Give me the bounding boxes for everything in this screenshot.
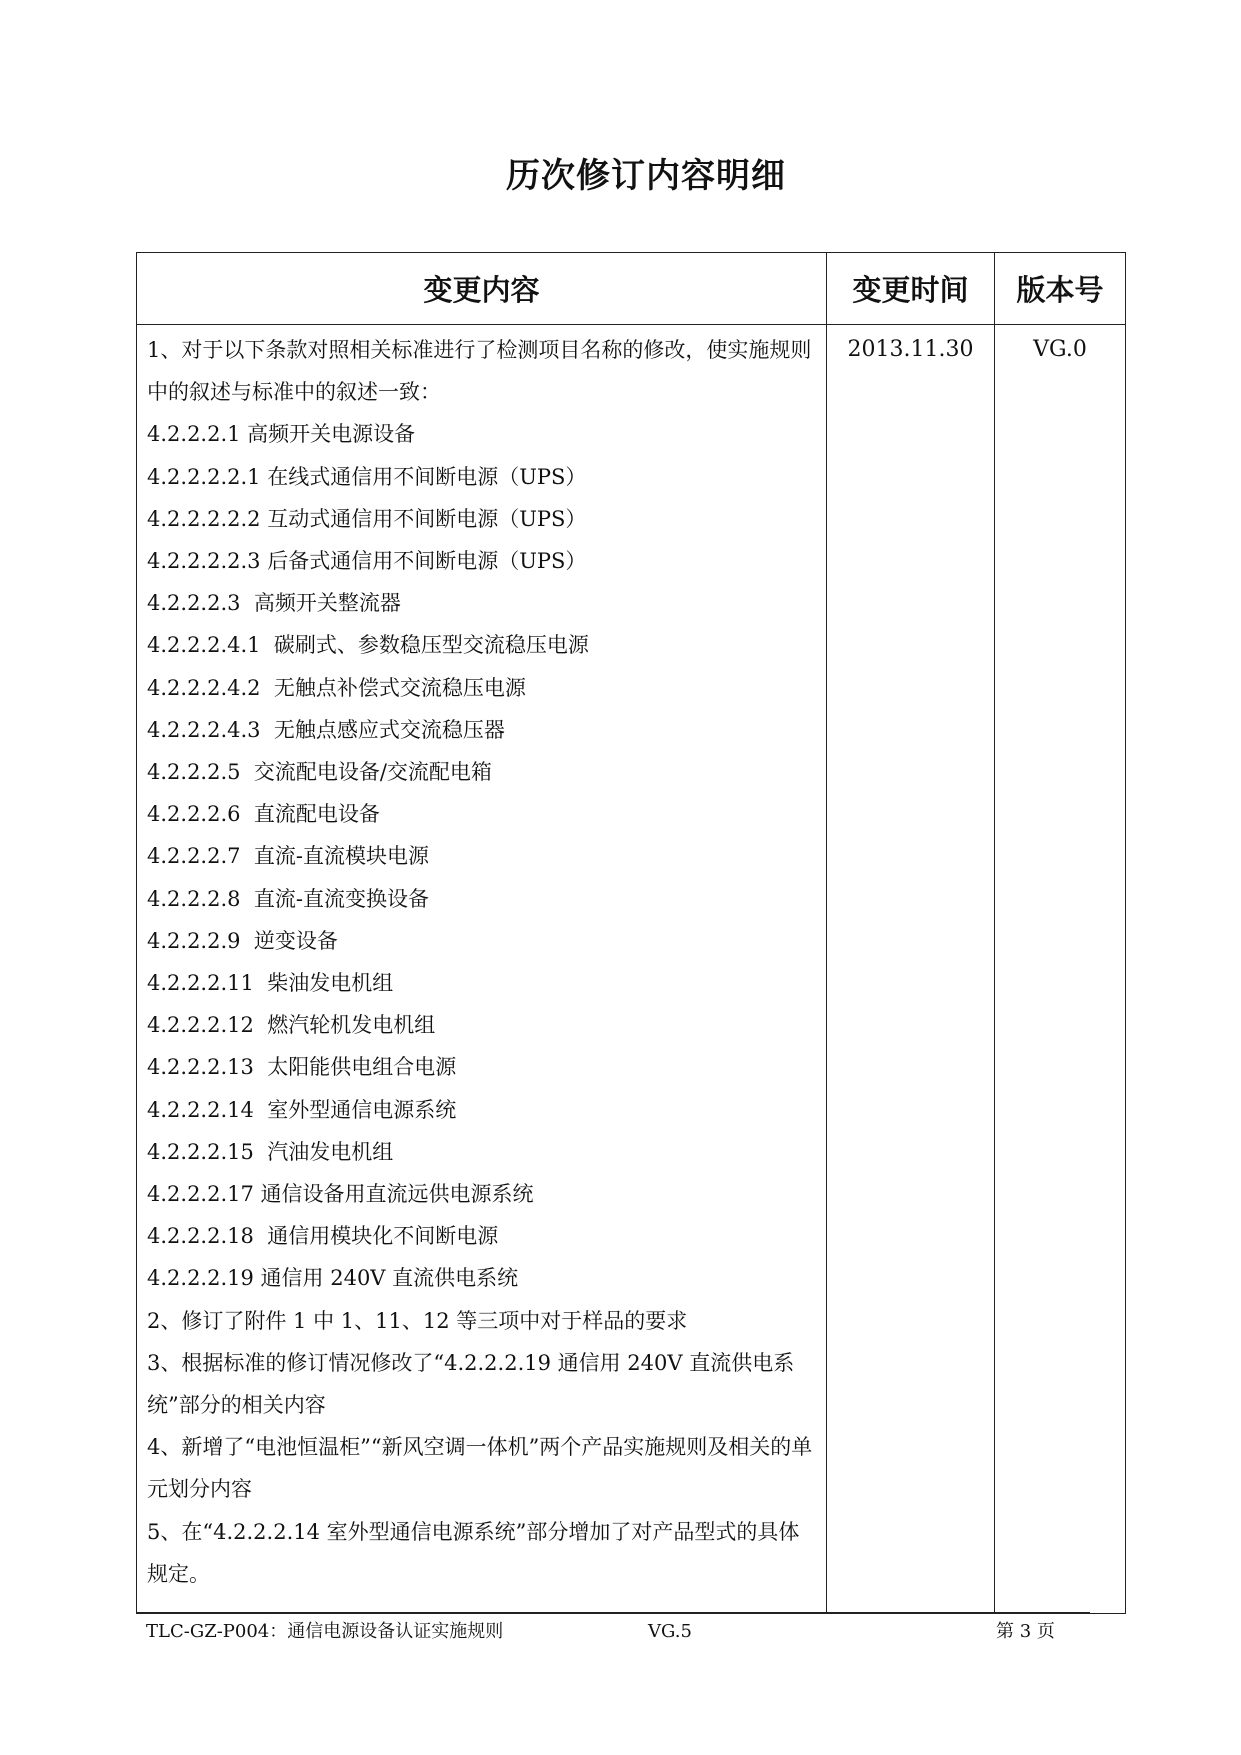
clause-item: 4.2.2.2.5 交流配电设备/交流配电箱 [147, 760, 492, 785]
clause-item: 4.2.2.2.13 太阳能供电组合电源 [147, 1055, 457, 1080]
revision-table [136, 252, 1126, 1614]
clause-item: 4.2.2.2.19 通信用 240V 直流供电系统 [147, 1266, 519, 1291]
clause-item: 4.2.2.2.17 通信设备用直流远供电源系统 [147, 1182, 534, 1207]
clause-item: 4.2.2.2.2.2 互动式通信用不间断电源（UPS） [147, 506, 587, 531]
clause-item: 4.2.2.2.18 通信用模块化不间断电源 [147, 1224, 499, 1249]
change-item: 5、在“4.2.2.2.14 室外型通信电源系统”部分增加了对产品型式的具体规定。 [147, 1519, 800, 1586]
clause-item: 4.2.2.2.4.3 无触点感应式交流稳压器 [147, 717, 505, 742]
header-date: 变更时间 [827, 253, 995, 325]
header-content: 变更内容 [137, 253, 827, 325]
change-date-cell: 2013.11.30 [827, 325, 995, 1614]
clause-item: 4.2.2.2.1 高频开关电源设备 [147, 422, 416, 447]
clause-item: 4.2.2.2.15 汽油发电机组 [147, 1139, 394, 1164]
change-item: 4、新增了“电池恒温柜”“新风空调一体机”两个产品实施规则及相关的单元划分内容 [147, 1435, 813, 1502]
change-item: 2、修订了附件 1 中 1、11、12 等三项中对于样品的要求 [147, 1308, 688, 1333]
footer-divider [136, 1612, 1090, 1614]
clause-item: 4.2.2.2.7 直流-直流模块电源 [147, 844, 429, 869]
footer-version: VG.5 [648, 1621, 692, 1642]
clause-item: 4.2.2.2.6 直流配电设备 [147, 802, 380, 827]
clause-item: 4.2.2.2.8 直流-直流变换设备 [147, 886, 429, 911]
clause-item: 4.2.2.2.14 室外型通信电源系统 [147, 1097, 457, 1122]
header-version: 版本号 [995, 253, 1126, 325]
clause-item: 4.2.2.2.12 燃汽轮机发电机组 [147, 1013, 436, 1038]
page-title: 历次修订内容明细 [506, 156, 786, 196]
clause-item: 4.2.2.2.4.1 碳刷式、参数稳压型交流稳压电源 [147, 633, 589, 658]
footer-page-number: 第 3 页 [996, 1621, 1055, 1642]
change-content-cell [137, 325, 827, 1614]
version-cell: VG.0 [995, 325, 1126, 1614]
clause-item: 4.2.2.2.2.3 后备式通信用不间断电源（UPS） [147, 549, 587, 574]
change-item: 3、根据标准的修订情况修改了“4.2.2.2.19 通信用 240V 直流供电系统”部分的相关内容 [147, 1350, 795, 1418]
clause-item: 4.2.2.2.9 逆变设备 [147, 928, 338, 953]
change-intro: 1、对于以下条款对照相关标准进行了检测项目名称的修改，使实施规则中的叙述与标准中的叙述一致： [147, 338, 812, 405]
table-row [137, 325, 1126, 1614]
clause-item: 4.2.2.2.3 高频开关整流器 [147, 591, 401, 616]
clause-item: 4.2.2.2.4.2 无触点补偿式交流稳压电源 [147, 675, 526, 700]
footer-document-name: TLC-GZ-P004：通信电源设备认证实施规则 [146, 1621, 504, 1642]
clause-item: 4.2.2.2.2.1 在线式通信用不间断电源（UPS） [147, 464, 587, 489]
clause-item: 4.2.2.2.11 柴油发电机组 [147, 971, 394, 996]
table-header-row [137, 253, 1126, 325]
